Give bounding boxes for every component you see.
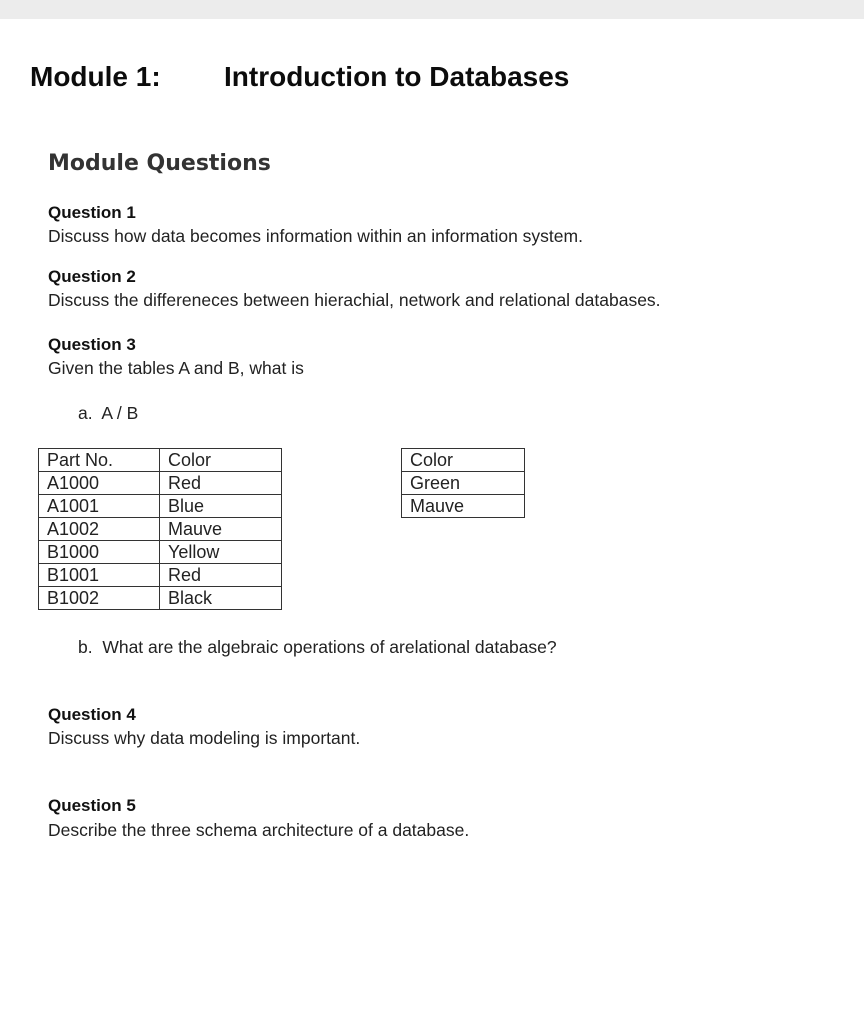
table-cell: Mauve: [160, 518, 282, 541]
table-row: [39, 495, 282, 518]
table-cell: Red: [160, 564, 282, 587]
question-3-text: Given the tables A and B, what is: [48, 358, 304, 378]
question-4-text: Discuss why data modeling is important.: [48, 728, 361, 748]
table-row: [39, 472, 282, 495]
table-cell: Red: [160, 472, 282, 495]
question-5-text: Describe the three schema architecture of a database.: [48, 820, 470, 840]
table-row: [39, 449, 282, 472]
table-cell: A1000: [39, 472, 160, 495]
table-cell: A1001: [39, 495, 160, 518]
table-row: [402, 495, 525, 518]
section-heading: Module Questions: [48, 151, 271, 176]
table-cell: Blue: [160, 495, 282, 518]
table-cell: Mauve: [402, 495, 525, 518]
table-cell: B1002: [39, 587, 160, 610]
table-cell: Black: [160, 587, 282, 610]
table-header-cell: Part No.: [39, 449, 160, 472]
question-1-text: Discuss how data becomes information within an information system.: [48, 226, 583, 246]
question-1-heading: Question 1: [48, 203, 136, 222]
table-row: [39, 564, 282, 587]
table-row: [39, 518, 282, 541]
table-header-cell: Color: [402, 449, 525, 472]
question-3-heading: Question 3: [48, 335, 136, 354]
table-cell: B1000: [39, 541, 160, 564]
table-header-cell: Color: [160, 449, 282, 472]
module-title: Introduction to Databases: [224, 61, 570, 92]
table-cell: B1001: [39, 564, 160, 587]
question-4-heading: Question 4: [48, 705, 136, 724]
table-row: [39, 587, 282, 610]
question-3-part-a: a. A / B: [78, 403, 139, 423]
table-cell: A1002: [39, 518, 160, 541]
table-row: [402, 449, 525, 472]
table-cell: Green: [402, 472, 525, 495]
question-5-heading: Question 5: [48, 796, 136, 815]
question-3-part-b: b. What are the algebraic operations of arelational database?: [78, 637, 557, 657]
module-number: Module 1:: [30, 61, 161, 92]
table-row: [39, 541, 282, 564]
top-bar: [0, 0, 864, 19]
table-row: [402, 472, 525, 495]
question-2-heading: Question 2: [48, 267, 136, 286]
table-cell: Yellow: [160, 541, 282, 564]
table-a: [38, 448, 282, 610]
question-2-text: Discuss the differeneces between hierachial, network and relational databases.: [48, 290, 661, 310]
table-b: [401, 448, 525, 518]
